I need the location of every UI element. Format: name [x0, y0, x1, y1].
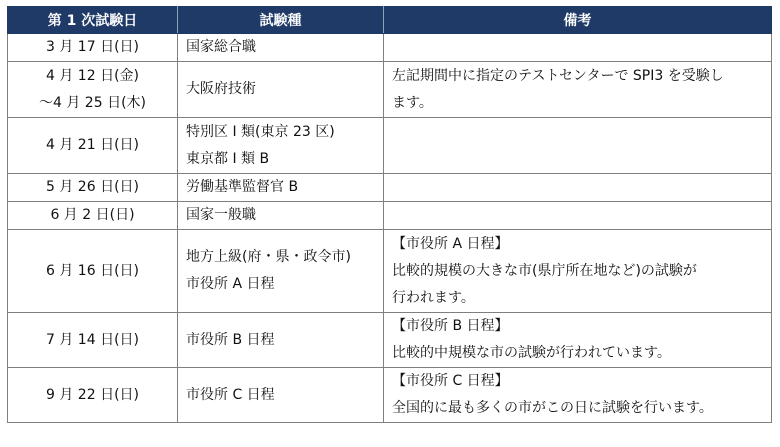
exam-type-line: 特別区 I 類(東京 23 区) — [186, 123, 335, 140]
exam-date-cell — [8, 313, 178, 368]
exam-schedule-table — [7, 6, 772, 423]
exam-type-line: 地方上級(府・県・政令市) — [186, 249, 351, 265]
remarks-cell — [384, 368, 772, 423]
exam-type-cell — [178, 368, 384, 423]
remarks-cell — [384, 62, 772, 118]
exam-date-cell — [8, 118, 178, 174]
table-header-row — [8, 7, 772, 34]
exam-date-line: 5 月 26 日(日) — [46, 179, 139, 195]
exam-type-line: 国家総合職 — [186, 39, 256, 55]
exam-date-cell — [8, 174, 178, 202]
remarks-cell — [384, 34, 772, 62]
exam-date-cell — [8, 62, 178, 118]
exam-type-line: 東京都 I 類 B — [186, 150, 270, 167]
table-row — [8, 202, 772, 230]
exam-date-line: 3 月 17 日(日) — [46, 39, 139, 55]
exam-type-line: 労働基準監督官 B — [186, 179, 299, 195]
exam-date-line: 4 月 21 日(日) — [46, 137, 139, 153]
remarks-cell — [384, 174, 772, 202]
exam-type-cell — [178, 230, 384, 313]
exam-type-line: 市役所 A 日程 — [186, 276, 275, 292]
remarks-cell — [384, 230, 772, 313]
remarks-line: 行われます。 — [392, 289, 475, 306]
remarks-line: 【市役所 C 日程】 — [392, 373, 509, 389]
exam-type-cell — [178, 118, 384, 174]
remarks-line: 【市役所 A 日程】 — [392, 235, 509, 252]
exam-date-line: 6 月 16 日(日) — [46, 262, 139, 279]
remarks-cell — [384, 313, 772, 368]
header-first-exam-date: 第 1 次試験日 — [8, 7, 178, 34]
table-row — [8, 313, 772, 368]
exam-date-cell — [8, 202, 178, 230]
remarks-line: ます。 — [392, 94, 433, 111]
exam-date-line: 9 月 22 日(日) — [46, 386, 139, 403]
remarks-line: 左記期間中に指定のテストセンターで SPI3 を受験し — [392, 67, 724, 84]
exam-type-line: 大阪府技術 — [186, 81, 256, 97]
exam-type-cell — [178, 34, 384, 62]
remarks-line: 比較的中規模な市の試験が行われています。 — [392, 345, 671, 361]
exam-type-line: 市役所 B 日程 — [186, 331, 275, 348]
exam-type-cell — [178, 62, 384, 118]
exam-type-cell — [178, 313, 384, 368]
exam-type-line: 国家一般職 — [186, 207, 256, 223]
header-exam-type: 試験種 — [178, 7, 384, 34]
exam-date-line: ～4 月 25 日(木) — [39, 94, 146, 111]
remarks-line: 全国的に最も多くの市がこの日に試験を行います。 — [392, 400, 713, 416]
table-row — [8, 62, 772, 118]
exam-date-cell — [8, 368, 178, 423]
exam-date-cell — [8, 34, 178, 62]
header-remarks: 備考 — [384, 7, 772, 34]
exam-date-line: 7 月 14 日(日) — [46, 331, 139, 348]
table-row — [8, 174, 772, 202]
exam-date-line: 6 月 2 日(日) — [50, 207, 135, 223]
exam-date-cell — [8, 230, 178, 313]
exam-type-line: 市役所 C 日程 — [186, 386, 275, 403]
exam-type-cell — [178, 174, 384, 202]
table-row — [8, 118, 772, 174]
remarks-line: 【市役所 B 日程】 — [392, 318, 509, 334]
table-body — [8, 34, 772, 423]
table-row — [8, 230, 772, 313]
table-row — [8, 34, 772, 62]
remarks-line: 比較的規模の大きな市(県庁所在地など)の試験が — [392, 262, 697, 279]
exam-type-cell — [178, 202, 384, 230]
exam-date-line: 4 月 12 日(金) — [46, 67, 139, 84]
remarks-cell — [384, 202, 772, 230]
table-row — [8, 368, 772, 423]
remarks-cell — [384, 118, 772, 174]
